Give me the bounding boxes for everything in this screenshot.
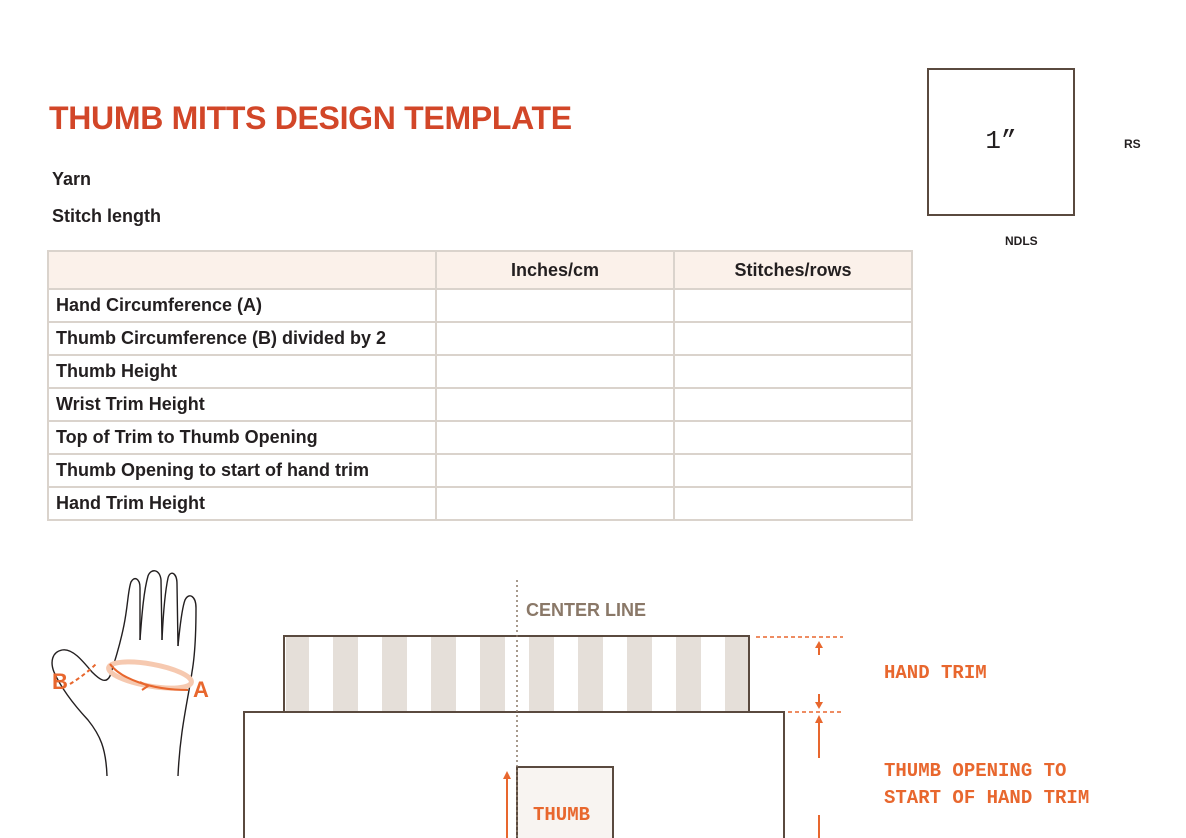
center-line-label: CENTER LINE — [526, 600, 647, 620]
inches-cell[interactable] — [436, 355, 674, 388]
hand-illustration — [52, 571, 196, 776]
row-label: Hand Trim Height — [48, 487, 436, 520]
gauge-size-label: 1” — [985, 126, 1017, 156]
row-label: Hand Circumference (A) — [48, 289, 436, 322]
hand-circumference-band — [107, 657, 194, 693]
header-blank — [48, 251, 436, 289]
inches-cell[interactable] — [436, 322, 674, 355]
stitches-cell[interactable] — [674, 487, 912, 520]
table-row — [48, 487, 912, 520]
table-row — [48, 289, 912, 322]
table-row — [48, 454, 912, 487]
stitch-length-label: Stitch length — [52, 206, 161, 226]
yarn-label: Yarn — [52, 169, 92, 189]
thumb-label: THUMB — [533, 804, 591, 826]
stitches-cell[interactable] — [674, 388, 912, 421]
table-row — [48, 322, 912, 355]
stitches-cell[interactable] — [674, 454, 912, 487]
row-label: Thumb Height — [48, 355, 436, 388]
gauge-rs-label: RS — [1124, 137, 1141, 151]
gauge-swatch-box — [927, 68, 1075, 216]
thumb-opening-to-hand-trim-label: THUMB OPENING TO START OF HAND TRIM — [884, 760, 1090, 809]
stitches-cell[interactable] — [674, 355, 912, 388]
table-row — [48, 388, 912, 421]
header-inches-cm: Inches/cm — [436, 251, 674, 289]
gauge-ndls-label: NDLS — [1005, 234, 1038, 248]
inches-cell[interactable] — [436, 388, 674, 421]
row-label: Wrist Trim Height — [48, 388, 436, 421]
header-stitches-rows: Stitches/rows — [674, 251, 912, 289]
row-label: Thumb Circumference (B) divided by 2 — [48, 322, 436, 355]
hand-circumference-letter: A — [193, 677, 209, 702]
stitches-cell[interactable] — [674, 289, 912, 322]
table-row — [48, 421, 912, 454]
inches-cell[interactable] — [436, 487, 674, 520]
row-label: Top of Trim to Thumb Opening — [48, 421, 436, 454]
measurements-table — [47, 250, 913, 521]
mitt-body-block — [244, 712, 784, 838]
thumb-circumference-arrow — [70, 664, 96, 684]
table-header-row — [48, 251, 912, 289]
inches-cell[interactable] — [436, 454, 674, 487]
thumb-circumference-letter: B — [52, 669, 68, 694]
page-title: THUMB MITTS DESIGN TEMPLATE — [49, 100, 572, 136]
inches-cell[interactable] — [436, 421, 674, 454]
stitches-cell[interactable] — [674, 322, 912, 355]
table-row — [48, 355, 912, 388]
row-label: Thumb Opening to start of hand trim — [48, 454, 436, 487]
hand-trim-dimension-arrows — [815, 641, 823, 709]
opening-dimension-arrows — [815, 715, 823, 838]
hand-trim-label: HAND TRIM — [884, 662, 987, 684]
stitches-cell[interactable] — [674, 421, 912, 454]
inches-cell[interactable] — [436, 289, 674, 322]
